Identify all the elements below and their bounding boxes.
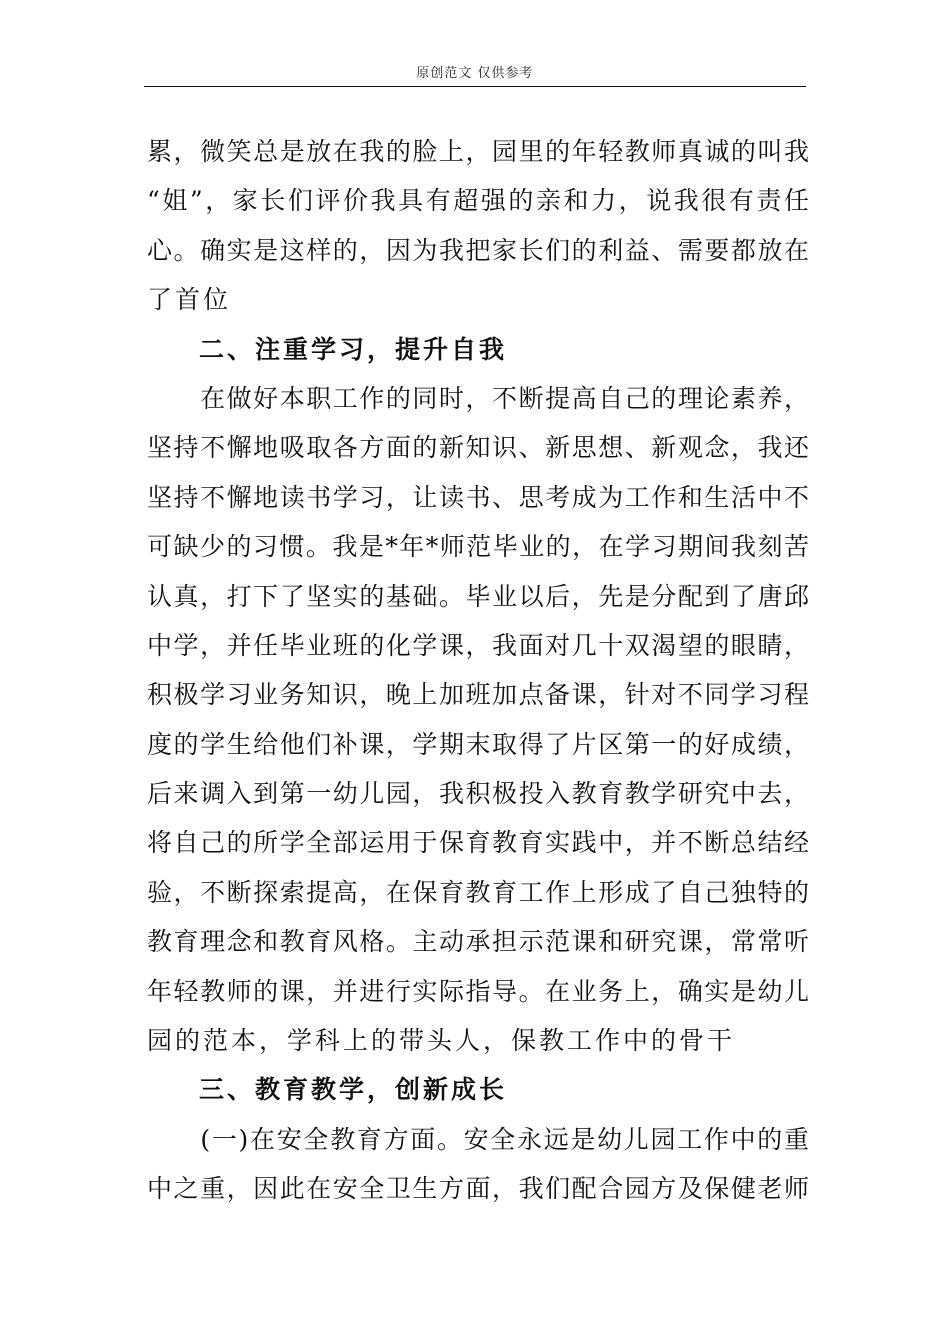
body-line: 了首位 bbox=[147, 285, 232, 315]
body-line: 积极学习业务知识，晚上加班加点备课，针对不同学习程 bbox=[147, 680, 809, 710]
body-line: 心。确实是这样的，因为我把家长们的利益、需要都放在 bbox=[147, 235, 809, 265]
body-line: (一)在安全教育方面。安全永远是幼儿园工作中的重 bbox=[147, 1124, 809, 1154]
header-rule bbox=[144, 86, 806, 87]
body-line: 坚持不懈地吸取各方面的新知识、新思想、新观念，我还 bbox=[147, 433, 809, 463]
document-body bbox=[147, 127, 809, 1214]
body-line: 后来调入到第一幼儿园，我积极投入教育教学研究中去， bbox=[147, 779, 809, 809]
page-header: 原创范文 仅供参考 bbox=[416, 66, 534, 81]
body-line: 在做好本职工作的同时，不断提高自己的理论素养， bbox=[147, 383, 809, 413]
body-line: “姐”，家长们评价我具有超强的亲和力，说我很有责任 bbox=[147, 186, 809, 216]
section-heading: 三、教育教学，创新成长 bbox=[199, 1075, 508, 1105]
body-line: 认真，打下了坚实的基础。毕业以后，先是分配到了唐邱 bbox=[147, 581, 809, 611]
body-line: 坚持不懈地读书学习，让读书、思考成为工作和生活中不 bbox=[147, 482, 809, 512]
body-line: 中之重，因此在安全卫生方面，我们配合园方及保健老师 bbox=[147, 1174, 809, 1204]
body-line: 将自己的所学全部运用于保育教育实践中，并不断总结经 bbox=[147, 828, 809, 858]
section-heading: 二、注重学习，提升自我 bbox=[199, 334, 508, 364]
body-line: 中学，并任毕业班的化学课，我面对几十双渴望的眼睛， bbox=[147, 630, 809, 660]
body-line: 园的范本，学科上的带头人，保教工作中的骨干 bbox=[147, 1026, 736, 1056]
body-line: 可缺少的习惯。我是*年*师范毕业的，在学习期间我刻苦 bbox=[147, 532, 809, 562]
body-line: 年轻教师的课，并进行实际指导。在业务上，确实是幼儿 bbox=[147, 976, 809, 1006]
body-line: 验，不断探索提高，在保育教育工作上形成了自己独特的 bbox=[147, 877, 809, 907]
body-line: 累，微笑总是放在我的脸上，园里的年轻教师真诚的叫我 bbox=[147, 137, 809, 166]
body-line: 度的学生给他们补课，学期末取得了片区第一的好成绩， bbox=[147, 729, 809, 759]
body-line: 教育理念和教育风格。主动承担示范课和研究课，常常听 bbox=[147, 927, 809, 957]
